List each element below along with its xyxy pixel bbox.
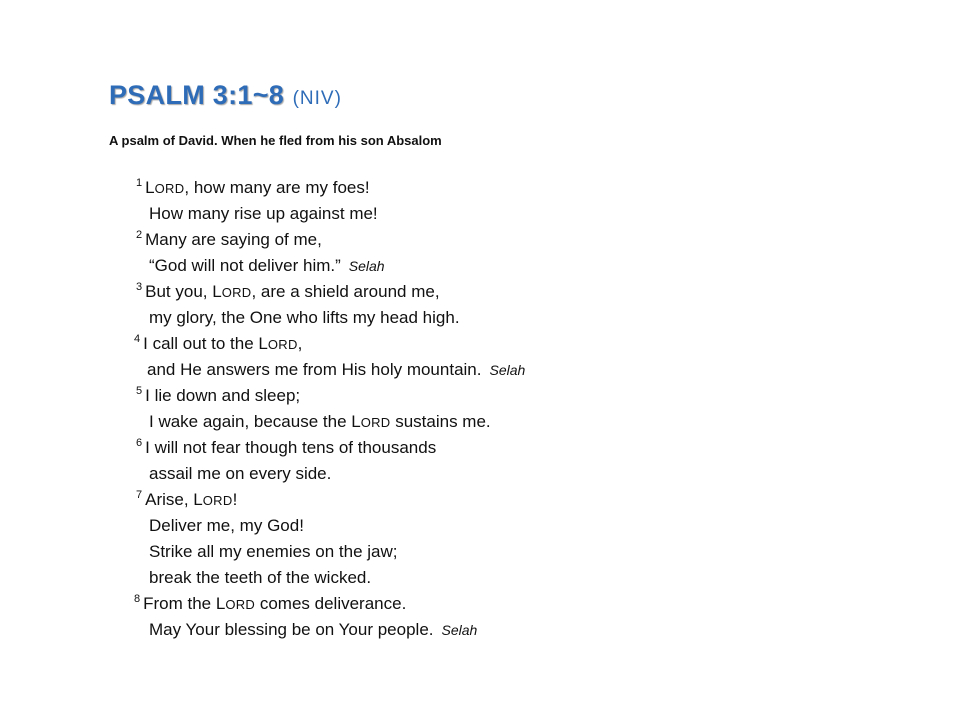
verse-number: 3 xyxy=(136,281,143,294)
verse-line: $^5$ I lie down and sleep; xyxy=(136,385,301,405)
verse-line: How many rise up against me! xyxy=(149,204,378,223)
verse-number: 8 xyxy=(134,593,141,606)
verse-line: break the teeth of the wicked. xyxy=(149,568,372,587)
verse-number: 2 xyxy=(136,229,143,242)
verse-line: $^3$ But you, LORD, are a shield around me, xyxy=(136,281,440,301)
verse-line: assail me on every side. xyxy=(149,464,332,483)
selah-marker: Selah xyxy=(348,258,385,274)
verse-line: and He answers me from His holy mountain. Selah xyxy=(147,360,526,379)
verse-number: 1 xyxy=(136,177,143,190)
verse-line: “God will not deliver him.” Selah xyxy=(149,256,385,275)
verse-line: $^2$ Many are saying of me, xyxy=(136,229,322,249)
verse-line: my glory, the One who lifts my head high. xyxy=(149,308,460,327)
verse-line: $^1$ LORD, how many are my foes! xyxy=(136,177,370,197)
page-title xyxy=(109,82,342,109)
verse-line: $^6$ I will not fear though tens of thousands xyxy=(136,437,437,457)
verse-line: Deliver me, my God! xyxy=(149,516,304,535)
verse-line: $^8$ From the LORD comes deliverance. xyxy=(134,593,407,613)
psalm-subtitle: A psalm of David. When he fled from his son Absalom xyxy=(109,133,442,148)
verse-line: $^4$ I call out to the LORD, xyxy=(134,333,303,353)
verse-line: May Your blessing be on Your people. Selah xyxy=(149,620,478,639)
verse-line: $^7$ Arise, LORD! xyxy=(136,489,238,509)
verse-list xyxy=(0,175,960,643)
selah-marker: Selah xyxy=(489,362,526,378)
verse-number: 4 xyxy=(134,333,141,346)
title-main: PSALM 3:1~8 xyxy=(109,80,285,110)
verse-line: Strike all my enemies on the jaw; xyxy=(149,542,398,561)
selah-marker: Selah xyxy=(441,622,478,638)
verse-number: 5 xyxy=(136,385,143,398)
verse-number: 7 xyxy=(136,489,143,502)
title-version: (NIV) xyxy=(292,88,342,109)
verse-number: 6 xyxy=(136,437,143,450)
verse-line: I wake again, because the LORD sustains me. xyxy=(149,412,491,431)
